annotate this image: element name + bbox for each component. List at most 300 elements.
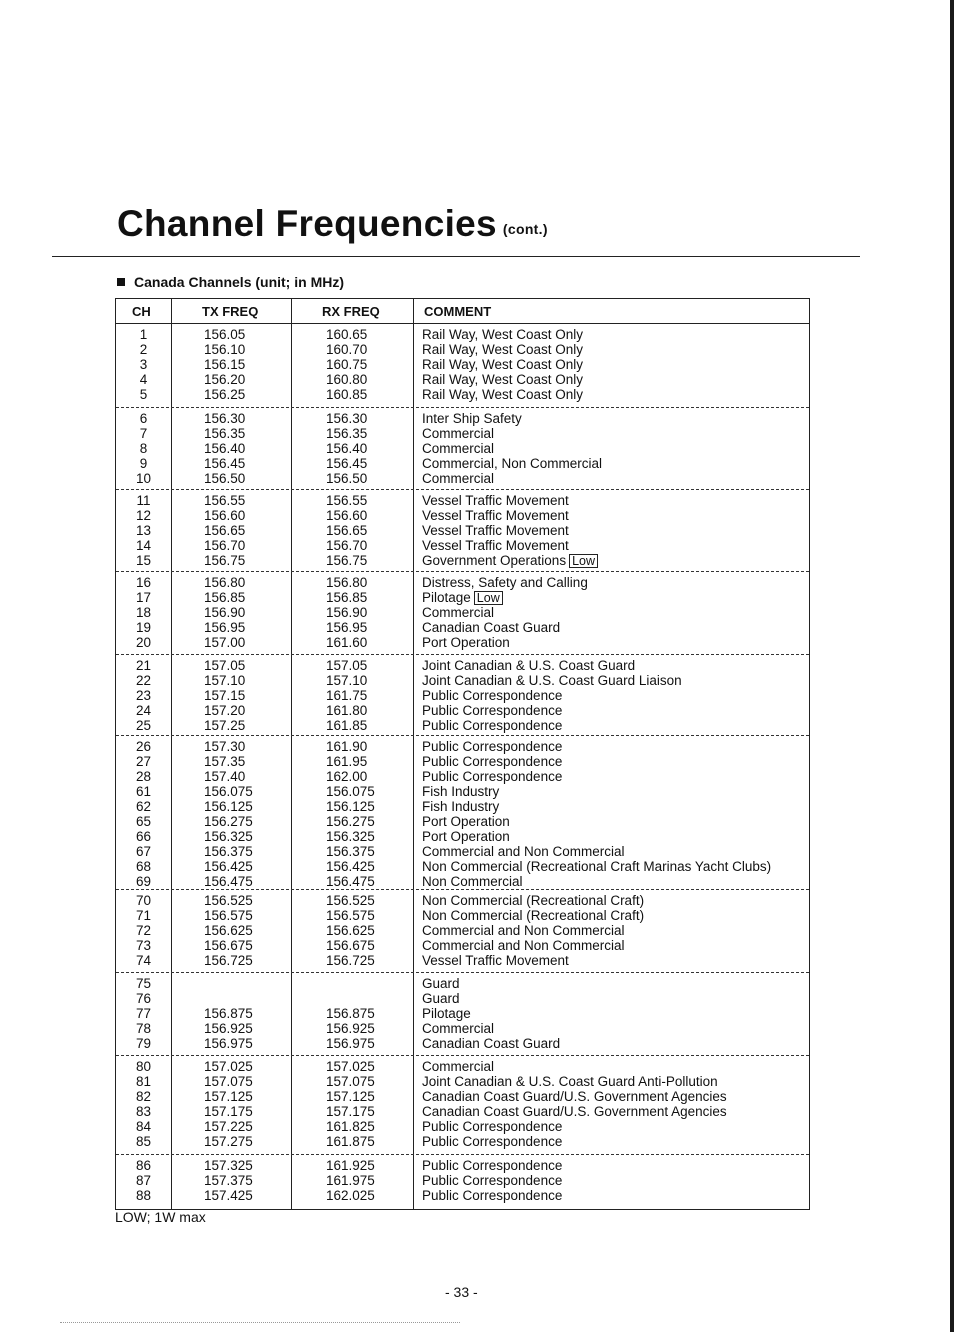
channel-number: 21 bbox=[135, 658, 152, 673]
comment-cell bbox=[422, 1134, 562, 1149]
tx-frequency: 156.375 bbox=[204, 844, 253, 859]
low-power-badge: Low bbox=[474, 591, 503, 605]
channel-number: 78 bbox=[135, 1021, 152, 1036]
comment-text: Guard bbox=[422, 991, 460, 1006]
channel-number: 76 bbox=[135, 991, 152, 1006]
rx-frequency: 160.65 bbox=[326, 327, 368, 342]
table-row bbox=[116, 953, 809, 968]
comment-cell bbox=[422, 799, 499, 814]
table-row bbox=[116, 673, 809, 688]
channel-number: 62 bbox=[135, 799, 152, 814]
comment-text: Non Commercial (Recreational Craft Marinas Yacht Clubs) bbox=[422, 859, 772, 874]
tx-frequency: 156.40 bbox=[204, 441, 246, 456]
tx-frequency: 157.125 bbox=[204, 1089, 253, 1104]
table-row bbox=[116, 938, 809, 953]
channel-number: 17 bbox=[135, 590, 152, 605]
comment-text: Port Operation bbox=[422, 814, 510, 829]
table-row bbox=[116, 357, 809, 372]
tx-frequency: 156.15 bbox=[204, 357, 246, 372]
tx-frequency: 156.25 bbox=[204, 387, 246, 402]
channel-number: 69 bbox=[135, 874, 152, 889]
comment-text: Pilotage bbox=[422, 1006, 471, 1021]
channel-number: 83 bbox=[135, 1104, 152, 1119]
comment-text: Fish Industry bbox=[422, 784, 500, 799]
channel-number: 86 bbox=[135, 1158, 152, 1173]
rx-frequency: 156.85 bbox=[326, 590, 368, 605]
table-row bbox=[116, 829, 809, 844]
comment-text: Commercial and Non Commercial bbox=[422, 923, 625, 938]
comment-text: Public Correspondence bbox=[422, 1119, 563, 1134]
tx-frequency: 157.325 bbox=[204, 1158, 253, 1173]
comment-cell bbox=[422, 908, 644, 923]
comment-cell bbox=[422, 605, 494, 620]
comment-text: Commercial and Non Commercial bbox=[422, 938, 625, 953]
tx-frequency: 157.225 bbox=[204, 1119, 253, 1134]
rx-frequency: 156.425 bbox=[326, 859, 375, 874]
table-row bbox=[116, 553, 809, 568]
channel-number: 79 bbox=[135, 1036, 152, 1051]
tx-frequency: 156.80 bbox=[204, 575, 246, 590]
comment-cell bbox=[422, 1021, 494, 1036]
channel-number: 26 bbox=[135, 739, 152, 754]
rx-frequency: 156.30 bbox=[326, 411, 368, 426]
channel-group bbox=[116, 327, 809, 402]
comment-text: Vessel Traffic Movement bbox=[422, 953, 569, 968]
tx-frequency: 156.45 bbox=[204, 456, 246, 471]
comment-text: Rail Way, West Coast Only bbox=[422, 342, 584, 357]
rx-frequency: 161.60 bbox=[326, 635, 368, 650]
table-row bbox=[116, 493, 809, 508]
rx-frequency: 156.925 bbox=[326, 1021, 375, 1036]
comment-cell bbox=[422, 893, 644, 908]
rx-frequency: 156.875 bbox=[326, 1006, 375, 1021]
rx-frequency: 162.025 bbox=[326, 1188, 375, 1203]
tx-frequency: 156.20 bbox=[204, 372, 246, 387]
comment-cell bbox=[422, 991, 460, 1006]
table-row bbox=[116, 426, 809, 441]
table-row bbox=[116, 1036, 809, 1051]
table-row bbox=[116, 605, 809, 620]
channel-number: 67 bbox=[135, 844, 152, 859]
table-row bbox=[116, 411, 809, 426]
comment-text: Commercial bbox=[422, 426, 495, 441]
comment-cell bbox=[422, 493, 569, 508]
rx-frequency: 161.80 bbox=[326, 703, 368, 718]
channel-group bbox=[116, 1154, 809, 1203]
tx-frequency: 156.55 bbox=[204, 493, 246, 508]
comment-text: Canadian Coast Guard bbox=[422, 620, 561, 635]
channel-number: 10 bbox=[135, 471, 152, 486]
comment-cell bbox=[422, 387, 583, 402]
tx-frequency: 156.35 bbox=[204, 426, 246, 441]
tx-frequency: 156.075 bbox=[204, 784, 253, 799]
comment-text: Public Correspondence bbox=[422, 754, 563, 769]
table-row bbox=[116, 1119, 809, 1134]
comment-text: Inter Ship Safety bbox=[422, 411, 522, 426]
comment-text: Public Correspondence bbox=[422, 718, 563, 733]
comment-text: Port Operation bbox=[422, 635, 510, 650]
rx-frequency: 156.075 bbox=[326, 784, 375, 799]
table-row bbox=[116, 523, 809, 538]
comment-cell bbox=[422, 1119, 562, 1134]
tx-frequency: 157.05 bbox=[204, 658, 246, 673]
channel-number: 74 bbox=[135, 953, 152, 968]
channel-number: 70 bbox=[135, 893, 152, 908]
comment-text: Rail Way, West Coast Only bbox=[422, 387, 584, 402]
comment-cell bbox=[422, 784, 499, 799]
comment-cell bbox=[422, 673, 682, 688]
table-row bbox=[116, 1134, 809, 1149]
comment-cell bbox=[422, 769, 562, 784]
table-row bbox=[116, 703, 809, 718]
channel-number: 82 bbox=[135, 1089, 152, 1104]
table-row bbox=[116, 456, 809, 471]
table-row bbox=[116, 908, 809, 923]
low-power-badge: Low bbox=[569, 554, 598, 568]
tx-frequency: 157.425 bbox=[204, 1188, 253, 1203]
channel-number: 20 bbox=[135, 635, 152, 650]
channel-group bbox=[116, 571, 809, 650]
table-row bbox=[116, 976, 809, 991]
channel-number: 61 bbox=[135, 784, 152, 799]
channel-number: 18 bbox=[135, 605, 152, 620]
comment-text: Rail Way, West Coast Only bbox=[422, 357, 584, 372]
table-row bbox=[116, 635, 809, 650]
tx-frequency: 156.275 bbox=[204, 814, 253, 829]
table-row bbox=[116, 441, 809, 456]
tx-frequency: 157.35 bbox=[204, 754, 246, 769]
channel-number: 11 bbox=[136, 493, 151, 508]
header-comment: COMMENT bbox=[424, 304, 492, 319]
comment-text: Canadian Coast Guard/U.S. Government Agencies bbox=[422, 1089, 727, 1104]
comment-cell bbox=[422, 590, 503, 605]
comment-cell bbox=[422, 688, 562, 703]
comment-text: Canadian Coast Guard bbox=[422, 1036, 561, 1051]
tx-frequency: 156.85 bbox=[204, 590, 246, 605]
table-row bbox=[116, 538, 809, 553]
rx-frequency: 160.70 bbox=[326, 342, 368, 357]
tx-frequency: 156.125 bbox=[204, 799, 253, 814]
table-row bbox=[116, 342, 809, 357]
table-row bbox=[116, 991, 809, 1006]
comment-cell bbox=[422, 635, 510, 650]
rx-frequency: 157.10 bbox=[326, 673, 368, 688]
tx-frequency: 156.875 bbox=[204, 1006, 253, 1021]
channel-number: 13 bbox=[135, 523, 152, 538]
tx-frequency: 156.925 bbox=[204, 1021, 253, 1036]
channel-number: 4 bbox=[139, 372, 148, 387]
comment-cell bbox=[422, 1006, 471, 1021]
tx-frequency: 157.025 bbox=[204, 1059, 253, 1074]
table-row bbox=[116, 1089, 809, 1104]
channel-number: 23 bbox=[135, 688, 152, 703]
channel-group bbox=[116, 489, 809, 568]
channel-number: 85 bbox=[135, 1134, 152, 1149]
tx-frequency: 157.075 bbox=[204, 1074, 253, 1089]
channel-number: 77 bbox=[135, 1006, 152, 1021]
comment-cell bbox=[422, 953, 569, 968]
rx-frequency: 157.175 bbox=[326, 1104, 375, 1119]
table-row bbox=[116, 874, 809, 889]
comment-cell bbox=[422, 718, 562, 733]
comment-cell bbox=[422, 658, 635, 673]
rx-frequency: 157.025 bbox=[326, 1059, 375, 1074]
rx-frequency: 161.95 bbox=[326, 754, 368, 769]
rx-frequency: 156.65 bbox=[326, 523, 368, 538]
bottom-divider bbox=[60, 1322, 460, 1323]
header-ch: CH bbox=[132, 304, 151, 319]
rx-frequency: 157.05 bbox=[326, 658, 368, 673]
tx-frequency: 157.30 bbox=[204, 739, 246, 754]
comment-text: Public Correspondence bbox=[422, 1158, 563, 1173]
comment-text: Joint Canadian & U.S. Coast Guard bbox=[422, 658, 636, 673]
channel-number: 9 bbox=[139, 456, 148, 471]
rx-frequency: 156.525 bbox=[326, 893, 375, 908]
tx-frequency: 156.30 bbox=[204, 411, 246, 426]
channel-number: 25 bbox=[135, 718, 152, 733]
page-title bbox=[117, 203, 548, 245]
comment-text: Joint Canadian & U.S. Coast Guard Liaison bbox=[422, 673, 682, 688]
comment-text: Non Commercial bbox=[422, 874, 523, 889]
table-row bbox=[116, 893, 809, 908]
channel-table bbox=[115, 298, 810, 1210]
footnote: LOW; 1W max bbox=[115, 1209, 206, 1225]
comment-cell bbox=[422, 1059, 494, 1074]
tx-frequency: 156.95 bbox=[204, 620, 246, 635]
channel-number: 28 bbox=[135, 769, 152, 784]
tx-frequency: 156.625 bbox=[204, 923, 253, 938]
table-row bbox=[116, 590, 809, 605]
rx-frequency: 156.55 bbox=[326, 493, 368, 508]
rx-frequency: 156.275 bbox=[326, 814, 375, 829]
tx-frequency: 156.725 bbox=[204, 953, 253, 968]
table-row bbox=[116, 1173, 809, 1188]
rx-frequency: 157.075 bbox=[326, 1074, 375, 1089]
comment-cell bbox=[422, 923, 625, 938]
comment-text: Commercial bbox=[422, 605, 495, 620]
rx-frequency: 156.45 bbox=[326, 456, 368, 471]
comment-cell bbox=[422, 938, 625, 953]
channel-number: 5 bbox=[139, 387, 148, 402]
comment-cell bbox=[422, 1089, 727, 1104]
rx-frequency: 156.675 bbox=[326, 938, 375, 953]
comment-text: Non Commercial (Recreational Craft) bbox=[422, 893, 645, 908]
comment-text: Joint Canadian & U.S. Coast Guard Anti-Pollution bbox=[422, 1074, 718, 1089]
table-row bbox=[116, 1158, 809, 1173]
rx-frequency: 161.925 bbox=[326, 1158, 375, 1173]
comment-cell bbox=[422, 508, 569, 523]
rx-frequency: 161.90 bbox=[326, 739, 368, 754]
channel-number: 16 bbox=[135, 575, 152, 590]
channel-number: 12 bbox=[135, 508, 152, 523]
rx-frequency: 162.00 bbox=[326, 769, 368, 784]
table-row bbox=[116, 923, 809, 938]
comment-text: Public Correspondence bbox=[422, 769, 563, 784]
tx-frequency: 156.90 bbox=[204, 605, 246, 620]
tx-frequency: 157.375 bbox=[204, 1173, 253, 1188]
tx-frequency: 156.425 bbox=[204, 859, 253, 874]
rx-frequency: 156.325 bbox=[326, 829, 375, 844]
table-row bbox=[116, 1188, 809, 1203]
comment-text: Public Correspondence bbox=[422, 1173, 563, 1188]
tx-frequency: 156.575 bbox=[204, 908, 253, 923]
channel-number: 19 bbox=[135, 620, 152, 635]
comment-text: Port Operation bbox=[422, 829, 510, 844]
table-row bbox=[116, 1074, 809, 1089]
rx-frequency: 156.40 bbox=[326, 441, 368, 456]
rx-frequency: 160.80 bbox=[326, 372, 368, 387]
channel-number: 27 bbox=[135, 754, 152, 769]
channel-number: 73 bbox=[135, 938, 152, 953]
channel-number: 75 bbox=[135, 976, 152, 991]
rx-frequency: 160.75 bbox=[326, 357, 368, 372]
comment-text: Public Correspondence bbox=[422, 739, 563, 754]
comment-cell bbox=[422, 1074, 718, 1089]
comment-text: Rail Way, West Coast Only bbox=[422, 327, 584, 342]
comment-cell bbox=[422, 620, 560, 635]
header-tx-freq: TX FREQ bbox=[202, 304, 259, 319]
comment-cell bbox=[422, 538, 569, 553]
comment-text: Commercial bbox=[422, 441, 495, 456]
comment-text: Commercial bbox=[422, 1059, 495, 1074]
tx-frequency: 157.20 bbox=[204, 703, 246, 718]
rx-frequency: 157.125 bbox=[326, 1089, 375, 1104]
channel-number: 80 bbox=[135, 1059, 152, 1074]
comment-text: Vessel Traffic Movement bbox=[422, 493, 569, 508]
comment-text: Vessel Traffic Movement bbox=[422, 538, 569, 553]
channel-number: 68 bbox=[135, 859, 152, 874]
comment-text: Rail Way, West Coast Only bbox=[422, 372, 584, 387]
comment-text: Commercial bbox=[422, 471, 495, 486]
tx-frequency: 156.50 bbox=[204, 471, 246, 486]
page-number: - 33 - bbox=[445, 1284, 478, 1300]
table-row bbox=[116, 1006, 809, 1021]
channel-number: 88 bbox=[135, 1188, 152, 1203]
channel-number: 15 bbox=[135, 553, 152, 568]
tx-frequency: 156.60 bbox=[204, 508, 246, 523]
table-row bbox=[116, 471, 809, 486]
comment-text: Commercial bbox=[422, 1021, 495, 1036]
comment-cell bbox=[422, 342, 583, 357]
tx-frequency: 157.15 bbox=[204, 688, 246, 703]
comment-text: Commercial, Non Commercial bbox=[422, 456, 603, 471]
comment-cell bbox=[422, 1188, 562, 1203]
rx-frequency: 156.975 bbox=[326, 1036, 375, 1051]
comment-text: Canadian Coast Guard/U.S. Government Agencies bbox=[422, 1104, 727, 1119]
page-title-suffix: (cont.) bbox=[502, 221, 548, 237]
rx-frequency: 161.85 bbox=[326, 718, 368, 733]
tx-frequency: 156.475 bbox=[204, 874, 253, 889]
channel-group bbox=[116, 407, 809, 486]
rx-frequency: 161.825 bbox=[326, 1119, 375, 1134]
channel-group bbox=[116, 735, 809, 889]
comment-text: Public Correspondence bbox=[422, 1188, 563, 1203]
comment-cell bbox=[422, 327, 583, 342]
comment-text: Fish Industry bbox=[422, 799, 500, 814]
tx-frequency: 157.25 bbox=[204, 718, 246, 733]
tx-frequency: 156.675 bbox=[204, 938, 253, 953]
section-heading bbox=[117, 274, 344, 290]
tx-frequency: 156.975 bbox=[204, 1036, 253, 1051]
rx-frequency: 161.75 bbox=[326, 688, 368, 703]
comment-cell bbox=[422, 441, 494, 456]
channel-number: 2 bbox=[139, 342, 148, 357]
comment-cell bbox=[422, 357, 583, 372]
rx-frequency: 156.75 bbox=[326, 553, 368, 568]
section-title: Canada Channels (unit; in MHz) bbox=[134, 274, 344, 290]
tx-frequency: 156.70 bbox=[204, 538, 246, 553]
channel-number: 7 bbox=[139, 426, 148, 441]
channel-group bbox=[116, 1055, 809, 1149]
table-row bbox=[116, 739, 809, 754]
comment-cell bbox=[422, 372, 583, 387]
square-bullet-icon bbox=[117, 278, 125, 286]
comment-cell bbox=[422, 1036, 560, 1051]
tx-frequency: 156.325 bbox=[204, 829, 253, 844]
channel-number: 65 bbox=[135, 814, 152, 829]
rx-frequency: 156.80 bbox=[326, 575, 368, 590]
table-row bbox=[116, 1021, 809, 1036]
comment-cell bbox=[422, 575, 588, 590]
page-edge-line bbox=[950, 0, 954, 1332]
tx-frequency: 156.10 bbox=[204, 342, 246, 357]
rx-frequency: 156.95 bbox=[326, 620, 368, 635]
comment-cell bbox=[422, 754, 562, 769]
rx-frequency: 156.475 bbox=[326, 874, 375, 889]
table-row bbox=[116, 1104, 809, 1119]
tx-frequency: 156.65 bbox=[204, 523, 246, 538]
comment-text: Non Commercial (Recreational Craft) bbox=[422, 908, 645, 923]
comment-text: Vessel Traffic Movement bbox=[422, 523, 569, 538]
channel-number: 6 bbox=[139, 411, 148, 426]
comment-cell bbox=[422, 1104, 727, 1119]
rx-frequency: 156.725 bbox=[326, 953, 375, 968]
comment-cell bbox=[422, 976, 460, 991]
tx-frequency: 157.00 bbox=[204, 635, 246, 650]
tx-frequency: 157.175 bbox=[204, 1104, 253, 1119]
channel-number: 24 bbox=[135, 703, 152, 718]
channel-number: 72 bbox=[135, 923, 152, 938]
comment-text: Public Correspondence bbox=[422, 688, 563, 703]
comment-text: Government Operations bbox=[422, 553, 567, 568]
tx-frequency: 157.10 bbox=[204, 673, 246, 688]
table-row bbox=[116, 620, 809, 635]
comment-text: Pilotage bbox=[422, 590, 471, 605]
channel-number: 3 bbox=[139, 357, 148, 372]
channel-group bbox=[116, 972, 809, 1051]
comment-cell bbox=[422, 411, 522, 426]
comment-cell bbox=[422, 553, 598, 568]
channel-number: 71 bbox=[135, 908, 152, 923]
table-row bbox=[116, 718, 809, 733]
channel-group bbox=[116, 889, 809, 968]
rx-frequency: 161.975 bbox=[326, 1173, 375, 1188]
comment-text: Guard bbox=[422, 976, 460, 991]
page-title-text: Channel Frequencies bbox=[117, 203, 497, 244]
comment-cell bbox=[422, 426, 494, 441]
tx-frequency: 157.40 bbox=[204, 769, 246, 784]
channel-group bbox=[116, 654, 809, 733]
comment-cell bbox=[422, 814, 510, 829]
comment-cell bbox=[422, 874, 523, 889]
rx-frequency: 156.70 bbox=[326, 538, 368, 553]
channel-number: 81 bbox=[135, 1074, 152, 1089]
channel-number: 8 bbox=[139, 441, 148, 456]
rx-frequency: 156.90 bbox=[326, 605, 368, 620]
comment-cell bbox=[422, 456, 602, 471]
comment-cell bbox=[422, 1158, 562, 1173]
table-row bbox=[116, 769, 809, 784]
